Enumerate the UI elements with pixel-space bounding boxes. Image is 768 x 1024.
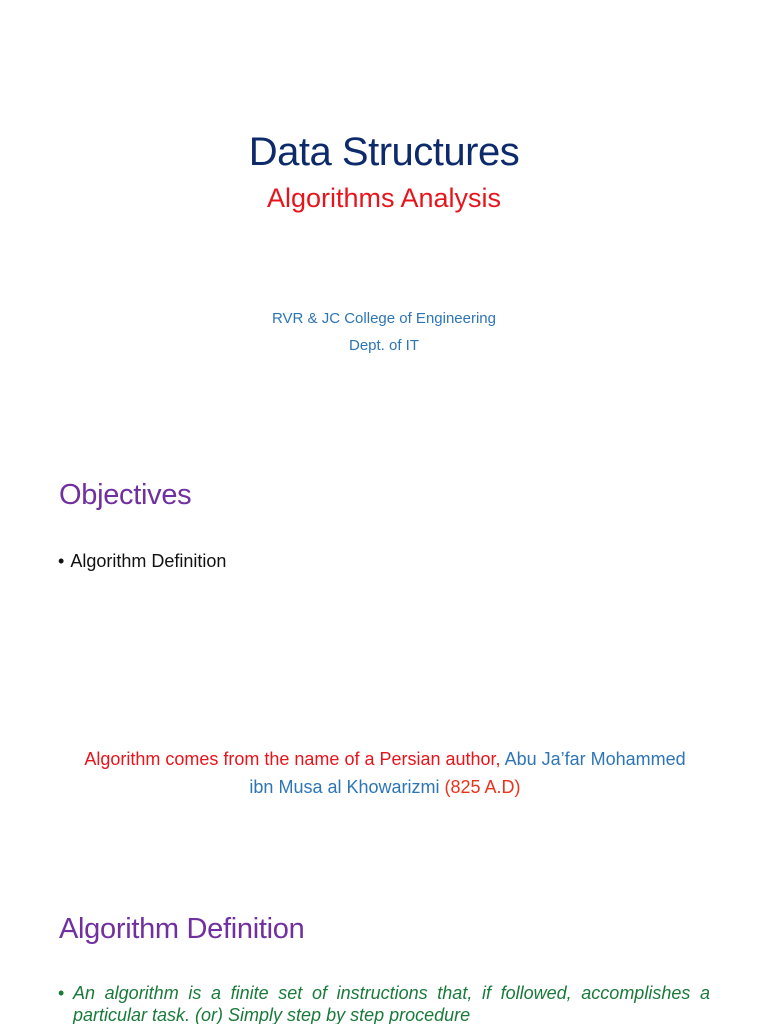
objective-bullet-text: Algorithm Definition <box>70 551 227 571</box>
definition-text: An algorithm is a finite set of instructions that, if followed, accomplishes a particular task. (or) Simply step by step procedure <box>73 983 710 1024</box>
institution-name: RVR & JC College of Engineering <box>271 310 496 327</box>
definition-bullet-item <box>58 982 710 1024</box>
presentation-subtitle: Algorithms Analysis <box>266 183 502 213</box>
origin-slide <box>0 700 768 870</box>
objectives-slide <box>0 432 768 700</box>
department-name: Dept. of IT <box>348 337 420 354</box>
definition-heading: Algorithm Definition <box>59 913 305 945</box>
origin-text-intro: Algorithm comes from the name of a Persian author, <box>84 749 501 769</box>
definition-slide <box>0 870 768 1024</box>
origin-date: (825 A.D) <box>444 777 521 797</box>
origin-author-name: Abu Ja’far Mohammed ibn Musa al Khowarizmi <box>249 749 686 797</box>
bullet-dot-icon: • <box>58 551 65 571</box>
objectives-heading: Objectives <box>59 479 192 511</box>
objective-bullet-item <box>58 551 226 572</box>
title-slide <box>0 0 768 432</box>
origin-paragraph <box>80 745 690 801</box>
bullet-dot-icon: • <box>58 983 65 1003</box>
presentation-title: Data Structures <box>248 130 520 174</box>
